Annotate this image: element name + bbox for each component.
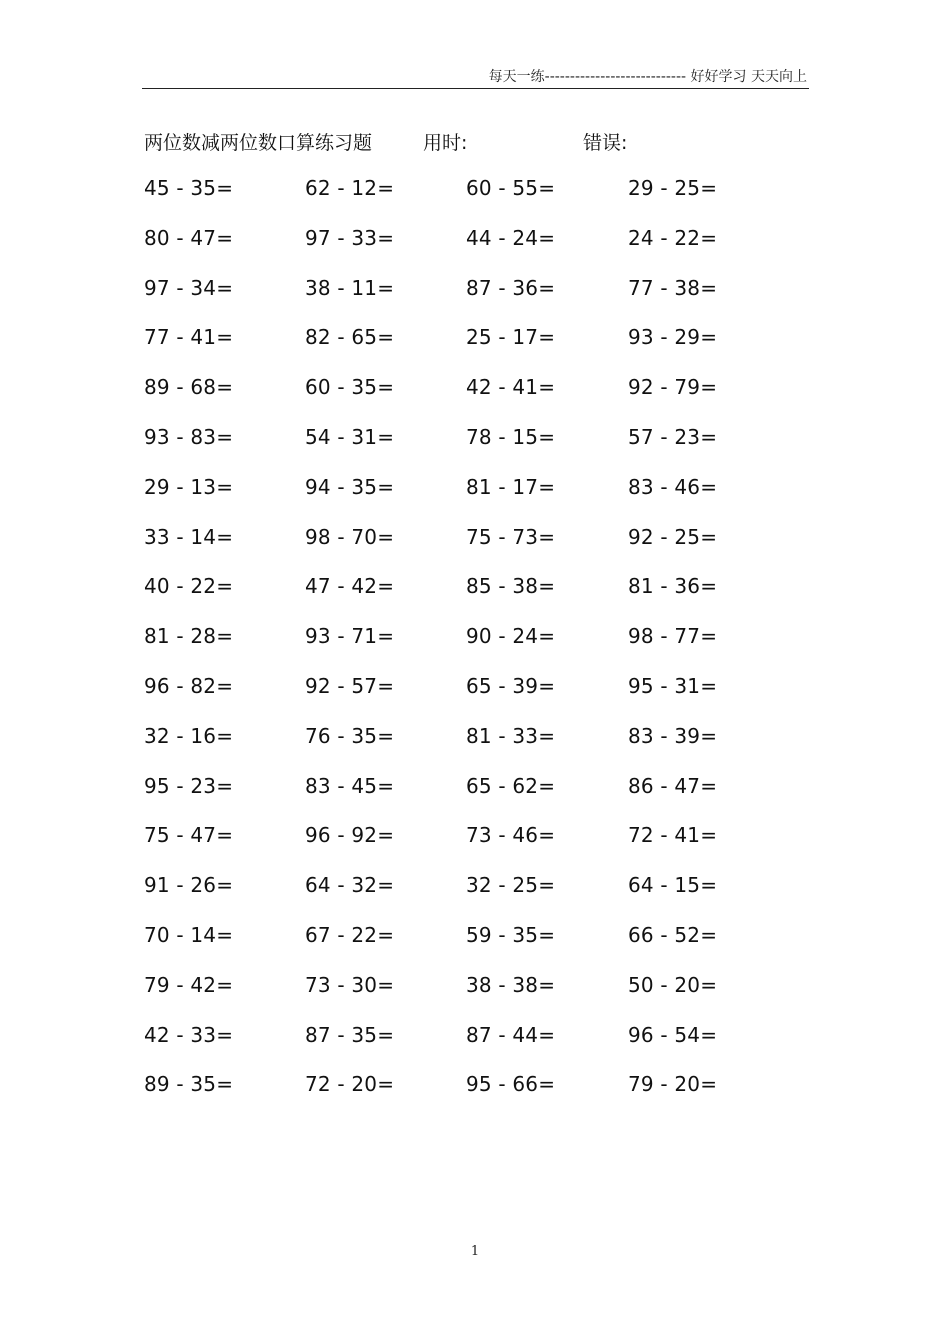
problem: 81 - 36=: [628, 574, 718, 599]
problem: 83 - 39=: [628, 723, 718, 748]
problem: 87 - 36=: [466, 275, 556, 300]
problem: 89 - 35=: [144, 1072, 234, 1097]
problem: 24 - 22=: [628, 225, 718, 250]
problem: 77 - 41=: [144, 325, 234, 350]
problem: 73 - 30=: [305, 972, 395, 997]
problem: 50 - 20=: [628, 972, 718, 997]
problem: 93 - 29=: [628, 325, 718, 350]
problem: 87 - 44=: [466, 1022, 556, 1047]
problem: 85 - 38=: [466, 574, 556, 599]
problem: 42 - 41=: [466, 375, 556, 400]
header-rule: [142, 88, 809, 89]
problem: 81 - 33=: [466, 723, 556, 748]
problem: 64 - 32=: [305, 873, 395, 898]
problem: 83 - 46=: [628, 474, 718, 499]
problem: 60 - 55=: [466, 176, 556, 200]
problem: 29 - 13=: [144, 474, 234, 499]
problem: 95 - 23=: [144, 773, 234, 798]
problem: 92 - 25=: [628, 524, 718, 549]
time-label: 用时:: [423, 132, 468, 154]
problem: 67 - 22=: [305, 922, 395, 947]
problem: 75 - 73=: [466, 524, 556, 549]
problem: 95 - 31=: [628, 673, 718, 698]
problem: 65 - 39=: [466, 673, 556, 698]
problem: 81 - 28=: [144, 624, 234, 649]
problem: 77 - 38=: [628, 275, 718, 300]
problem: 44 - 24=: [466, 225, 556, 250]
problem: 98 - 70=: [305, 524, 395, 549]
problem: 65 - 62=: [466, 773, 556, 798]
problem: 32 - 25=: [466, 873, 556, 898]
problem: 72 - 20=: [305, 1072, 395, 1097]
problem: 38 - 11=: [305, 275, 395, 300]
problem: 93 - 71=: [305, 624, 395, 649]
problem: 73 - 46=: [466, 823, 556, 848]
problem: 86 - 47=: [628, 773, 718, 798]
problem: 96 - 92=: [305, 823, 395, 848]
problem: 79 - 20=: [628, 1072, 718, 1097]
problem: 83 - 45=: [305, 773, 395, 798]
problem: 92 - 79=: [628, 375, 718, 400]
problem: 75 - 47=: [144, 823, 234, 848]
problem: 97 - 33=: [305, 225, 395, 250]
problem: 54 - 31=: [305, 424, 395, 449]
problem: 25 - 17=: [466, 325, 556, 350]
problem: 97 - 34=: [144, 275, 234, 300]
problem: 79 - 42=: [144, 972, 234, 997]
problem: 40 - 22=: [144, 574, 234, 599]
problem: 59 - 35=: [466, 922, 556, 947]
problem: 29 - 25=: [628, 176, 718, 200]
problem: 47 - 42=: [305, 574, 395, 599]
page-number: 1: [470, 1244, 480, 1259]
problem: 82 - 65=: [305, 325, 395, 350]
problem: 66 - 52=: [628, 922, 718, 947]
problem: 98 - 77=: [628, 624, 718, 649]
problem: 45 - 35=: [144, 176, 234, 200]
problem: 87 - 35=: [305, 1022, 395, 1047]
problem: 64 - 15=: [628, 873, 718, 898]
problem: 72 - 41=: [628, 823, 718, 848]
problem: 89 - 68=: [144, 375, 234, 400]
problem: 57 - 23=: [628, 424, 718, 449]
problem: 91 - 26=: [144, 873, 234, 898]
problem: 96 - 82=: [144, 673, 234, 698]
problem: 95 - 66=: [466, 1072, 556, 1097]
error-label: 错误:: [583, 132, 628, 154]
problem: 60 - 35=: [305, 375, 395, 400]
problem: 32 - 16=: [144, 723, 234, 748]
header-text: 每天一练---------------------------- 好好学习 天天向上: [488, 69, 807, 85]
problem: 80 - 47=: [144, 225, 234, 250]
problem: 90 - 24=: [466, 624, 556, 649]
problem: 76 - 35=: [305, 723, 395, 748]
problem: 70 - 14=: [144, 922, 234, 947]
problem: 78 - 15=: [466, 424, 556, 449]
problem: 93 - 83=: [144, 424, 234, 449]
problem: 81 - 17=: [466, 474, 556, 499]
problem: 33 - 14=: [144, 524, 234, 549]
page-header: [142, 62, 809, 88]
problem: 42 - 33=: [144, 1022, 234, 1047]
problem: 96 - 54=: [628, 1022, 718, 1047]
worksheet-title: 两位数减两位数口算练习题: [144, 132, 373, 154]
problem: 38 - 38=: [466, 972, 556, 997]
problem: 62 - 12=: [305, 176, 395, 200]
problem: 92 - 57=: [305, 673, 395, 698]
problem: 94 - 35=: [305, 474, 395, 499]
